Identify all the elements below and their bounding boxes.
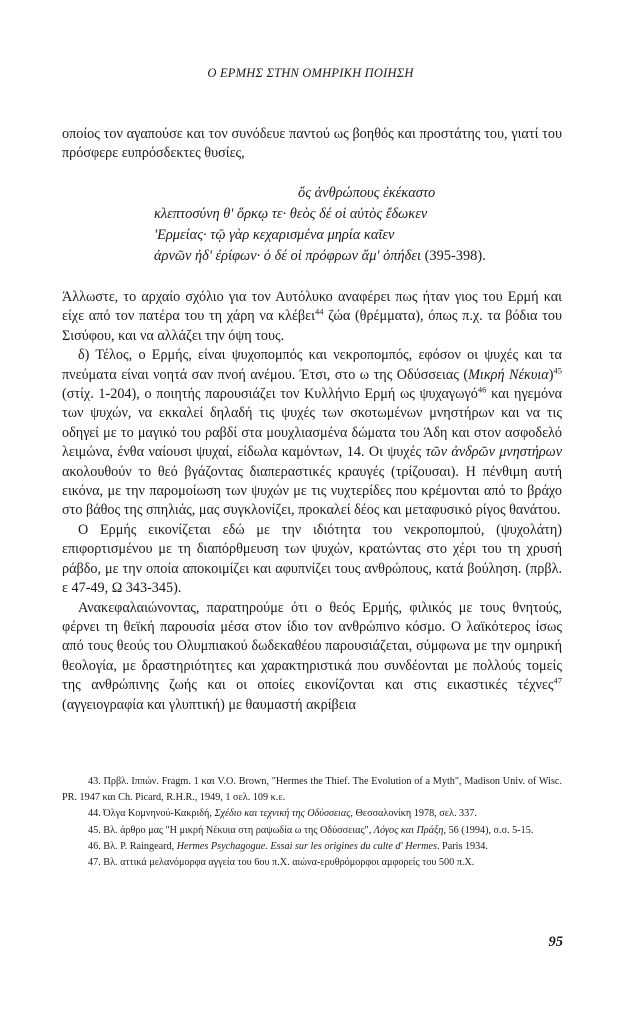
- text-run: , Θεσσαλονίκη 1978, σελ. 337.: [350, 808, 477, 820]
- text-run: ζώα (θρέμματα), όπως π.χ. τα βόδια του Σισύφου, και να αλλάζει την όψη τους.: [62, 308, 562, 344]
- text-run: ακολουθούν το θεό βγάζοντας διαπεραστικές κραυγές (τρίζουσαι). Η πένθιμη αυτή εικόνα, με την παρομοίωση των ψυχών με τις νυχτερίδες που κρέμονται από το βράχο στο βάθος της σπηλιάς, μας συγκλονίζει, προκαλεί δέος και μεταφυσικό ρίγος θανάτου.: [62, 463, 562, 519]
- verse-reference: (395-398).: [424, 248, 486, 264]
- verse-line-2: κλεπτοσύνη θ' ὅρκῳ τε· θεὸς δέ οἱ αὐτὸς ἔδωκεν: [154, 206, 428, 222]
- footnote-ref-46: 46: [477, 384, 487, 395]
- text-run: και ηγεμόνα των ψυχών, να εκκαλεί δηλαδή τις ψυχές των σκοτωμένων μνηστήρων και να τις οδηγεί με το μαγικό του ραβδί στα μουχλιασμένα δώματα του Άδη και στον ασφοδελό λειμώνα, ένθα ναίουσι ψυχαί, είδωλα καμόντων, 14. Οι ψυχές: [62, 386, 563, 461]
- footnote-ref-47: 47: [553, 675, 562, 686]
- text-run: , 56 (1994), σ.σ. 5-15.: [443, 824, 534, 836]
- text-run: δ) Τέλος, ο Ερμής, είναι ψυχοπομπός και νεκροπομπός, εφόσον οι ψυχές και τα πνεύματα είναι νοητά σαν πνοή ανέμου. Έτσι, στο ω της Οδύσσειας (: [62, 347, 562, 383]
- footnote-43: 43. Πρβλ. Ιππών. Fragm. 1 και V.O. Brown, "Hermes the Thief. The Evolution of a Myth", Madison Univ. of Wisc. PR. 1947 και Ch. Picard, R.H.R., 1949, 1 σελ. 109 κ.ε.: [62, 776, 562, 804]
- main-text: [62, 288, 562, 715]
- italic-phrase: τῶν ἀνδρῶν μνηστήρων: [425, 444, 562, 461]
- verse-line-1: ὅς ἀνθρώπους ἐκέκαστο: [298, 185, 436, 201]
- footnote-ref-44: 44: [314, 306, 324, 317]
- text-run: 44. Όλγα Κομνηνού-Κακριδή,: [88, 808, 215, 820]
- intro-paragraph-text: οποίος τον αγαπούσε και τον συνόδευε παντού ως βοηθός και προστάτης του, γιατί του πρόσφερε ευπρόσδεκτες θυσίες,: [62, 126, 562, 162]
- paragraph-autolykos: [62, 288, 562, 346]
- footnote-ref-45: 45: [553, 364, 562, 375]
- footnote-46: [62, 839, 562, 855]
- footnote-47: 47. Βλ. αττικά μελανόμορφα αγγεία του 6ου π.Χ. αιώνα-ερυθρόμορφοι αμφορείς του 500 π.Χ.: [88, 857, 475, 869]
- text-run: Ανακεφαλαιώνοντας, παρατηρούμε ότι ο θεός Ερμής, φιλικός με τους θνητούς, φέρνει τη θεϊκή παρουσία μέσα στον ίδιο τον ανθρώπινο κόσμο. Ο λαϊκότερος ίσως από τους θεούς του Ολυμπιακού δωδεκαθέου παρουσιάζεται, σύμφωνα με την ομηρική θεολογία, με δραστηριότητες και χαρακτηριστικά που συνδέονται με πολλούς τομείς της ανθρώπινης ζωής και οι οποίες εικονίζονται και στις εικαστικές τέχνες: [62, 599, 562, 694]
- footnotes: [62, 774, 562, 871]
- italic-title: Hermes Psychagogue. Essai sur les origines du culte d' Hermes: [176, 840, 437, 852]
- verse-line-3: 'Ερμείας· τῷ γὰρ κεχαρισμένα μηρία καῖεν: [154, 227, 395, 243]
- page-number: 95: [548, 934, 563, 950]
- text-run: 45. Βλ. άρθρο μας "Η μικρή Νέκυια στη ραψωδία ω της Οδύσσειας",: [88, 824, 374, 836]
- text-run: 46. Βλ. P. Raingeard,: [88, 840, 177, 852]
- italic-title: Μικρή Νέκυια: [468, 366, 549, 383]
- verse-line-4: [62, 246, 562, 267]
- text-run: (στίχ. 1-204), ο ποιητής παρουσιάζει τον Κυλλήνιο Ερμή ως ψυχαγωγό: [62, 386, 478, 403]
- text-run: . Paris 1934.: [436, 840, 488, 852]
- paragraph-nekropompos: Ο Ερμής εικονίζεται εδώ με την ιδιότητα του νεκροπομπού, (ψυχολάτη) επιφορτισμένου με τη διαπόρθμευση των ψυχών, κρατώντας στο χέρι του τη χρυσή ράβδο, με την οποία αποκοιμίζει και αφυπνίζει τους ανθρώπους, κατά βούληση. (πρβλ. ε 47-49, Ω 343-345).: [62, 521, 562, 597]
- text-run: (αγγειογραφία και γλυπτική) με θαυμαστή ακρίβεια: [62, 696, 356, 713]
- footnote-44: [62, 806, 562, 822]
- paragraph-summary: [62, 599, 562, 715]
- italic-title: Λόγος και Πράξη: [373, 824, 444, 836]
- verse-line-4-text: ἀρνῶν ἠδ' ἐρίφων· ὁ δέ οἱ πρόφρων ἅμ' ὀπήδει: [154, 248, 421, 264]
- intro-paragraph: [62, 125, 562, 164]
- running-head: Ο ΕΡΜΗΣ ΣΤΗΝ ΟΜΗΡΙΚΗ ΠΟΙΗΣΗ: [207, 66, 414, 80]
- italic-title: Σχέδιο και τεχνική της Οδύσσειας: [214, 808, 351, 820]
- verse-quote: [62, 183, 562, 267]
- text-run: Άλλωστε, το αρχαίο σχόλιο για τον Αυτόλυκο αναφέρει πως ήταν γιος του Ερμή και είχε από τον πατέρα του τη χάρη να κλέβει: [62, 289, 562, 325]
- footnote-45: [62, 823, 562, 839]
- paragraph-psychopompos: δ) Τέλος, ο Ερμής, είναι ψυχοπομπός και νεκροπομπός, εφόσον οι ψυχές και τα πνεύματα είναι νοητά σαν πνοή ανέμου. Έτσι, στο ω της Οδύσσειας (Μικρή Νέκυια)$^{45}$ (στίχ. 1-204), ο ποιητής παρουσιάζει τον Κυλλήνιο Ερμή ως ψυχαγωγό$^{46}$ και ηγεμόνα των ψυχών, να εκκαλεί δηλαδή τις ψυχές των σκοτωμένων μνηστήρων και να τις οδηγεί με το μαγικό του ραβδί στα μουχλιασμένα δώματα του Άδη και στον ασφοδελό λειμώνα, ένθα ναίουσι ψυχαί, είδωλα καμόντων, 14. Οι ψυχές τῶν ἀνδρῶν μνηστήρων ακολουθούν το θεό βγάζοντας διαπεραστικές κραυγές (τρίζουσαι). Η πένθιμη αυτή εικόνα, με την παρομοίωση των ψυχών με τις νυχτερίδες που κρέμονται από το βράχο στο βάθος της σπηλιάς, μας συγκλονίζει, προκαλεί δέος και μεταφυσικό ρίγος θανάτου.: [62, 347, 563, 519]
